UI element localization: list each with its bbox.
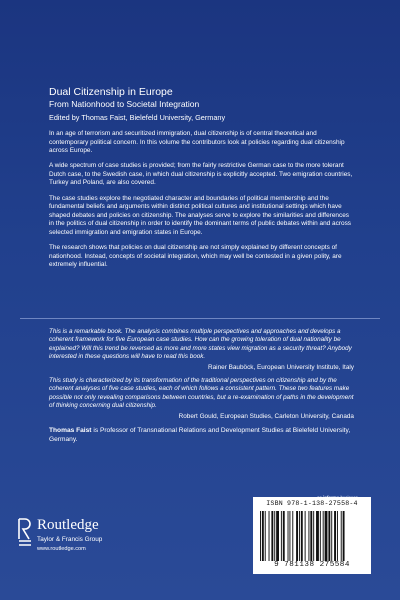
barcode-bar	[334, 511, 336, 561]
barcode-bar	[281, 511, 282, 561]
review-attribution: Rainer Bauböck, European University Institute, Italy	[208, 363, 354, 371]
description-paragraph: A wide spectrum of case studies is provided; from the fairly restrictive German case to the more tolerant Dutch case, to the Swedish case, in which dual citizenship is explicitly accepted. Two emigration countries, Turkey and Poland, are also covered.	[49, 162, 353, 187]
barcode-bar	[265, 511, 266, 561]
barcode-bar	[274, 511, 275, 561]
barcode-bar	[328, 511, 330, 561]
barcode-panel	[253, 497, 371, 574]
review-quote: This is a remarkable book. The analysis combines multiple perspectives and approaches and develops a coherent framework for five European case studies. How can the growing toleration of dual nationality be explained? Will this trend be reversed as more and more states view migration as a security threat? Anybody interested in these questions will have to read this book.	[49, 328, 352, 361]
description-paragraph: In an age of terrorism and securitized immigration, dual citizenship is of central theoretical and contemporary political concern. In this volume the contributors look at policies regarding dual citizenship across Europe.	[49, 130, 345, 155]
author-bio	[49, 427, 354, 444]
barcode-bar	[343, 511, 345, 561]
barcode-bar	[320, 511, 321, 561]
barcode-bar	[276, 511, 279, 561]
review-attribution: Robert Gould, European Studies, Carleton University, Canada	[178, 412, 354, 420]
author-name: Thomas Faist	[49, 427, 92, 435]
description-paragraph: The research shows that policies on dual citizenship are not simply explained by different concepts of nationhood. Instead, concepts of societal integration, which may well be contested in a given polity, are extremely influential.	[49, 244, 342, 269]
barcode-bar	[269, 511, 270, 561]
barcode-bar	[337, 511, 338, 561]
barcode-bar	[310, 511, 312, 561]
barcode-bar	[283, 511, 285, 561]
reviews-block	[49, 328, 354, 444]
barcode-bar	[313, 511, 314, 561]
description-block	[49, 86, 353, 276]
barcode-bar	[323, 511, 324, 561]
barcode-bar	[262, 511, 264, 561]
routledge-logo-icon	[18, 517, 32, 549]
barcode-bar	[305, 511, 306, 561]
publisher-url: www.routledge.com	[37, 546, 86, 552]
publisher-group: Taylor & Francis Group	[37, 536, 103, 543]
book-title: Dual Citizenship in Europe	[49, 86, 173, 98]
barcode-bar	[301, 511, 303, 561]
publisher-name: Routledge	[37, 517, 99, 533]
divider	[20, 318, 380, 319]
barcode-bar	[308, 511, 309, 561]
barcode-bar	[325, 511, 328, 561]
barcode-bar	[260, 511, 261, 561]
barcode-bar	[316, 511, 319, 561]
publisher-logo	[18, 517, 138, 563]
barcode-bar	[288, 511, 289, 561]
review-quote: This study is characterized by its transformation of the traditional perspectives on citizenship and by the coherent analyses of five case studies, each of which follows a consistent pattern. These two features make possible not only revealing comparisons between countries, but a re-examination of paths in the development of thinking concerning dual citizenship.	[49, 377, 354, 410]
book-editor: Edited by Thomas Faist, Bielefeld University, Germany	[49, 113, 226, 122]
barcode-bar	[331, 511, 332, 561]
book-subtitle: From Nationhood to Societal Integration	[49, 99, 200, 109]
author-bio-text: is Professor of Transnational Relations and Development Studies at Bielefeld University, Germany.	[49, 427, 351, 443]
barcode-bar	[341, 511, 342, 561]
barcode-icon	[260, 511, 364, 561]
isbn-label: ISBN 978-1-138-27558-4	[266, 500, 358, 507]
barcode-bar	[292, 511, 293, 561]
barcode-bar	[271, 511, 273, 561]
barcode-number: 9 781138 275584	[274, 561, 350, 569]
barcode-bar	[296, 511, 298, 561]
description-paragraph: The case studies explore the negotiated character and boundaries of political membership and the fundamental beliefs and arguments within distinct political cultures and institutional settings which have shaped debates and policies on citizenship. The analyses serve to explore the similarities and differences in the politics of dual citizenship in order to identify the dominant terms of public debates within and across selected immigration and emigration states in Europe.	[49, 194, 352, 236]
barcode-bar	[289, 511, 290, 561]
barcode-bar	[299, 511, 300, 561]
